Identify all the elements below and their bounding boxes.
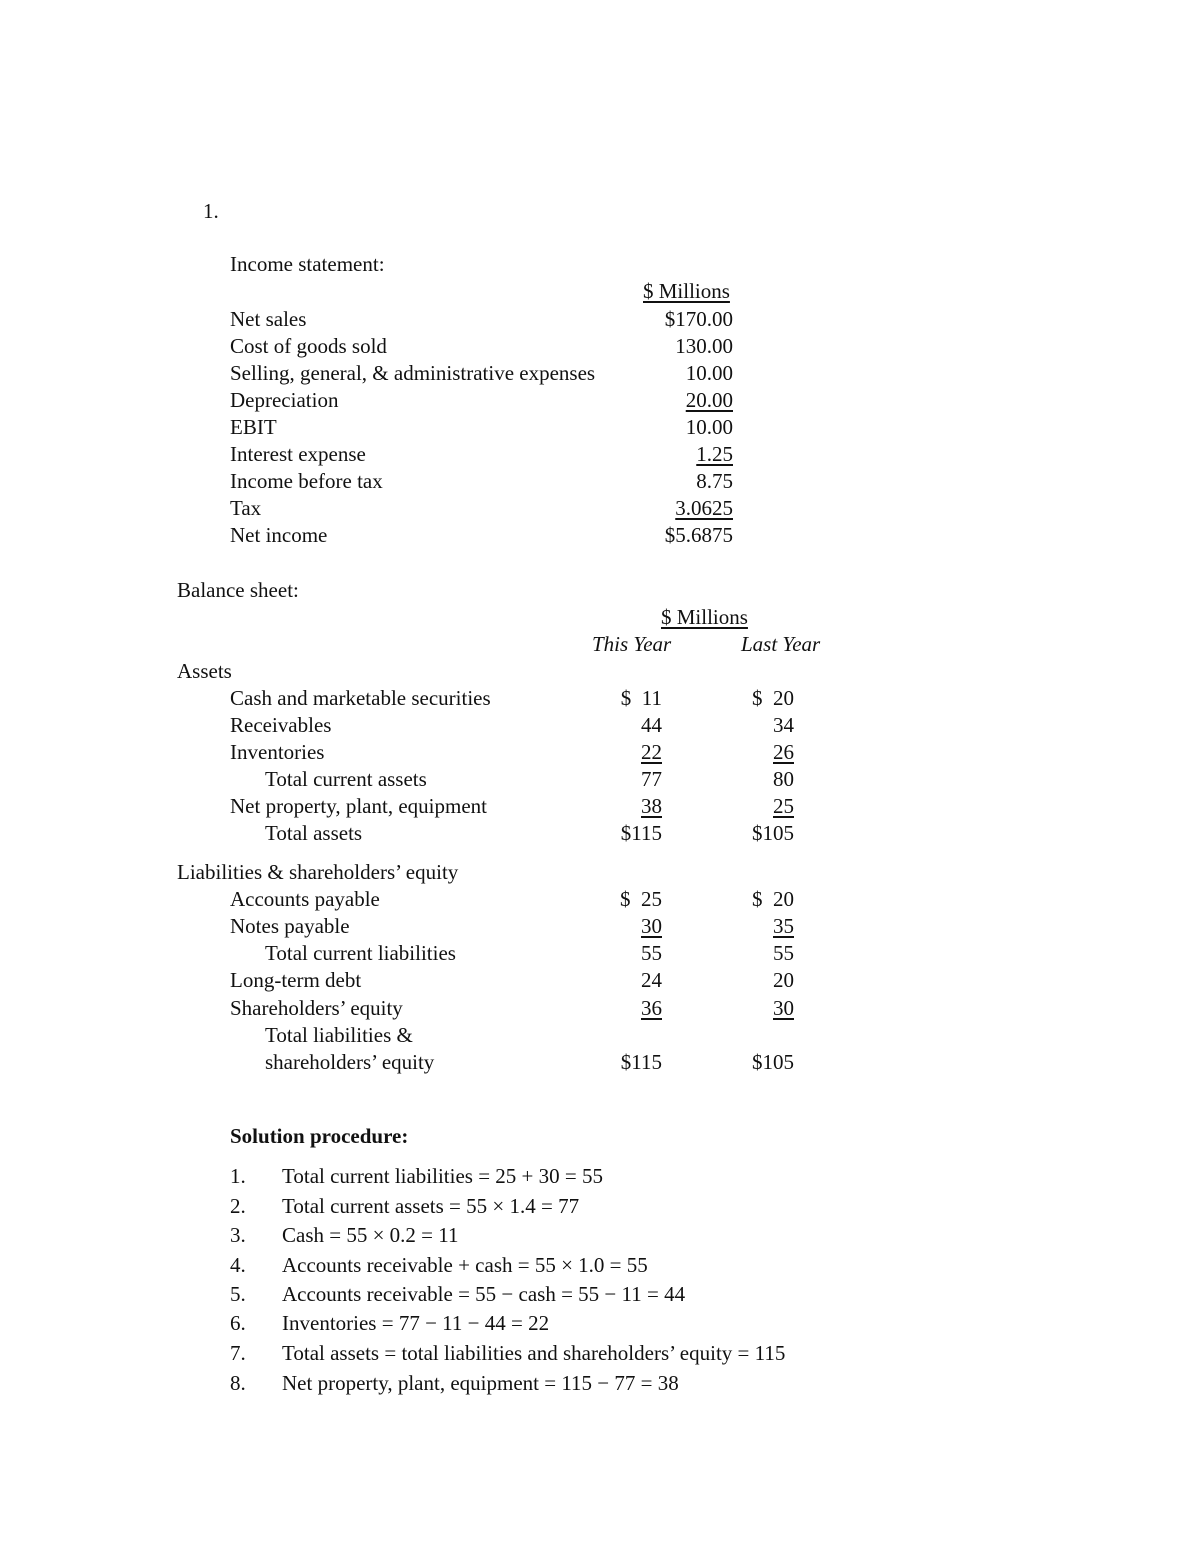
- income-label-interest: Interest expense: [230, 442, 366, 466]
- step-number: 3.: [230, 1223, 246, 1247]
- step-text: Cash = 55 × 0.2 = 11: [282, 1223, 459, 1247]
- income-value-tax: 3.0625: [675, 496, 733, 520]
- step-number: 6.: [230, 1311, 246, 1335]
- asset-this-total: $115: [620, 821, 662, 845]
- income-label-ibt: Income before tax: [230, 469, 383, 493]
- income-label-depreciation: Depreciation: [230, 388, 339, 412]
- step-number: 4.: [230, 1253, 246, 1277]
- asset-last-total-current: 80: [773, 767, 794, 791]
- liab-last-accounts-payable: $ 20: [752, 887, 794, 911]
- income-label-cogs: Cost of goods sold: [230, 334, 387, 358]
- income-statement-title: Income statement:: [230, 252, 385, 276]
- liab-label-notes-payable: Notes payable: [230, 914, 350, 938]
- step-number: 2.: [230, 1194, 246, 1218]
- liab-label-shareholders-equity: Shareholders’ equity: [230, 996, 403, 1020]
- step-number: 8.: [230, 1371, 246, 1395]
- step-number: 5.: [230, 1282, 246, 1306]
- income-value-cogs: 130.00: [675, 334, 733, 358]
- income-label-sga: Selling, general, & administrative expenses: [230, 361, 596, 385]
- liab-last-notes-payable: 35: [773, 914, 794, 938]
- solution-title: Solution procedure:: [230, 1124, 409, 1148]
- liab-label-long-term-debt: Long-term debt: [230, 968, 362, 992]
- liab-last-total-current: 55: [773, 941, 794, 965]
- step-text: Net property, plant, equipment = 115 − 77 = 38: [282, 1371, 679, 1395]
- col-header-last-year: Last Year: [741, 632, 821, 656]
- income-value-net-income: $5.6875: [664, 523, 733, 547]
- step-text: Accounts receivable = 55 − cash = 55 − 11 = 44: [282, 1282, 686, 1306]
- liab-last-total: $105: [752, 1050, 794, 1074]
- asset-this-inventories: 22: [641, 740, 662, 764]
- income-value-depreciation: 20.00: [685, 388, 733, 412]
- asset-label-total-current: Total current assets: [265, 767, 427, 791]
- asset-label-inventories: Inventories: [230, 740, 325, 764]
- asset-last-cash: $ 20: [752, 686, 794, 710]
- income-value-net-sales: $170.00: [664, 307, 733, 331]
- asset-last-ppe: 25: [773, 794, 794, 818]
- balance-unit-header: $ Millions: [661, 605, 748, 629]
- liab-this-notes-payable: 30: [641, 914, 662, 938]
- liab-label-total-line2: shareholders’ equity: [265, 1050, 435, 1074]
- income-unit-header: $ Millions: [643, 279, 730, 303]
- liab-this-shareholders-equity: 36: [641, 996, 662, 1020]
- step-text: Inventories = 77 − 11 − 44 = 22: [282, 1311, 550, 1335]
- asset-label-receivables: Receivables: [230, 713, 332, 737]
- income-value-sga: 10.00: [685, 361, 733, 385]
- income-label-ebit: EBIT: [230, 415, 277, 439]
- step-text: Total current assets = 55 × 1.4 = 77: [282, 1194, 580, 1218]
- balance-sheet-title: Balance sheet:: [177, 578, 299, 602]
- asset-label-cash: Cash and marketable securities: [230, 686, 491, 710]
- income-label-net-income: Net income: [230, 523, 328, 547]
- liab-this-total: $115: [620, 1050, 662, 1074]
- step-text: Total assets = total liabilities and shareholders’ equity = 115: [282, 1341, 786, 1365]
- liabilities-heading: Liabilities & shareholders’ equity: [177, 860, 459, 884]
- asset-last-inventories: 26: [773, 740, 794, 764]
- liab-this-total-current: 55: [641, 941, 662, 965]
- step-number: 7.: [230, 1341, 246, 1365]
- asset-this-ppe: 38: [641, 794, 662, 818]
- col-header-this-year: This Year: [592, 632, 672, 656]
- step-text: Accounts receivable + cash = 55 × 1.0 = 55: [282, 1253, 648, 1277]
- liab-last-long-term-debt: 20: [773, 968, 794, 992]
- assets-heading: Assets: [177, 659, 232, 683]
- step-number: 1.: [230, 1164, 246, 1188]
- asset-last-total: $105: [752, 821, 794, 845]
- income-label-tax: Tax: [230, 496, 262, 520]
- asset-this-total-current: 77: [641, 767, 662, 791]
- liab-label-total-line1: Total liabilities &: [265, 1023, 413, 1047]
- income-value-ebit: 10.00: [685, 415, 733, 439]
- income-value-ibt: 8.75: [696, 469, 733, 493]
- asset-label-ppe: Net property, plant, equipment: [230, 794, 487, 818]
- asset-label-total: Total assets: [265, 821, 363, 845]
- income-value-interest: 1.25: [696, 442, 733, 466]
- step-text: Total current liabilities = 25 + 30 = 55: [282, 1164, 603, 1188]
- liab-last-shareholders-equity: 30: [773, 996, 794, 1020]
- income-label-net-sales: Net sales: [230, 307, 307, 331]
- liab-this-accounts-payable: $ 25: [620, 887, 662, 911]
- asset-last-receivables: 34: [773, 713, 794, 737]
- liab-label-accounts-payable: Accounts payable: [230, 887, 380, 911]
- asset-this-receivables: 44: [641, 713, 662, 737]
- liab-this-long-term-debt: 24: [641, 968, 662, 992]
- asset-this-cash: $ 11: [620, 686, 662, 710]
- liab-label-total-current: Total current liabilities: [265, 941, 456, 965]
- problem-number: 1.: [203, 199, 219, 223]
